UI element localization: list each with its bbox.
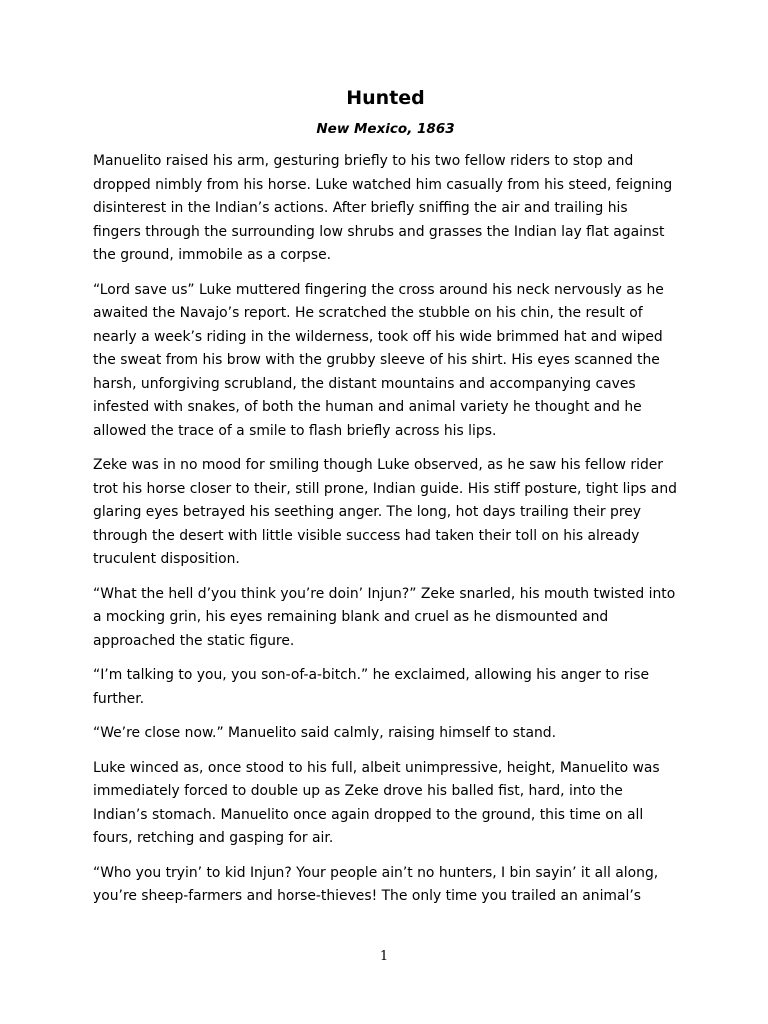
paragraph-7: Luke winced as, once stood to his full, albeit unimpressive, height, Manuelito was immediately forced to double up as Zeke drove his balled fist, hard, into the Indian’s stomach. Manuelito once again dropped to the ground, this time on all fours, retching and gasping for air.: [93, 759, 660, 846]
paragraph-2: “Lord save us” Luke muttered fingering the cross around his neck nervously as he awaited the Navajo’s report. He scratched the stubble on his chin, the result of nearly a week’s riding in the wilderness, took off his wide brimmed hat and wiped the sweat from his brow with the grubby sleeve of his shirt. His eyes scanned the harsh, unforgiving scrubland, the distant mountains and accompanying caves infested with snakes, of both the human and animal variety he thought and he allowed the trace of a smile to flash briefly across his lips.: [93, 281, 664, 439]
paragraph-3: Zeke was in no mood for smiling though Luke observed, as he saw his fellow rider trot his horse closer to their, still prone, Indian guide. His stiff posture, tight lips and glaring eyes betrayed his seething anger. The long, hot days trailing their prey through the desert with little visible success had taken their toll on his already truculent disposition.: [93, 457, 677, 567]
story-title: Hunted: [346, 87, 425, 109]
paragraph-8: “Who you tryin’ to kid Injun? Your people ain’t no hunters, I bin sayin’ it all along, you’re sheep-farmers and horse-thieves! The only time you trailed an animal’s: [93, 864, 659, 904]
paragraph-6: “We’re close now.” Manuelito said calmly, raising himself to stand.: [93, 725, 557, 741]
page-content: [93, 85, 678, 920]
story-setting: New Mexico, 1863: [316, 121, 455, 137]
paragraph-4: “What the hell d’you think you’re doin’ Injun?” Zeke snarled, his mouth twisted into a mocking grin, his eyes remaining blank and cruel as he dismounted and approached the static figure.: [93, 585, 676, 649]
paragraph-5: “I’m talking to you, you son-of-a-bitch.” he exclaimed, allowing his anger to rise further.: [93, 667, 650, 707]
page-number: 1: [379, 949, 389, 964]
paragraph-1: Manuelito raised his arm, gesturing briefly to his two fellow riders to stop and dropped nimbly from his horse. Luke watched him casually from his steed, feigning disinterest in the Indian’s actions. After briefly sniffing the air and trailing his fingers through the surrounding low shrubs and grasses the Indian lay flat against the ground, immobile as a corpse.: [93, 153, 673, 263]
